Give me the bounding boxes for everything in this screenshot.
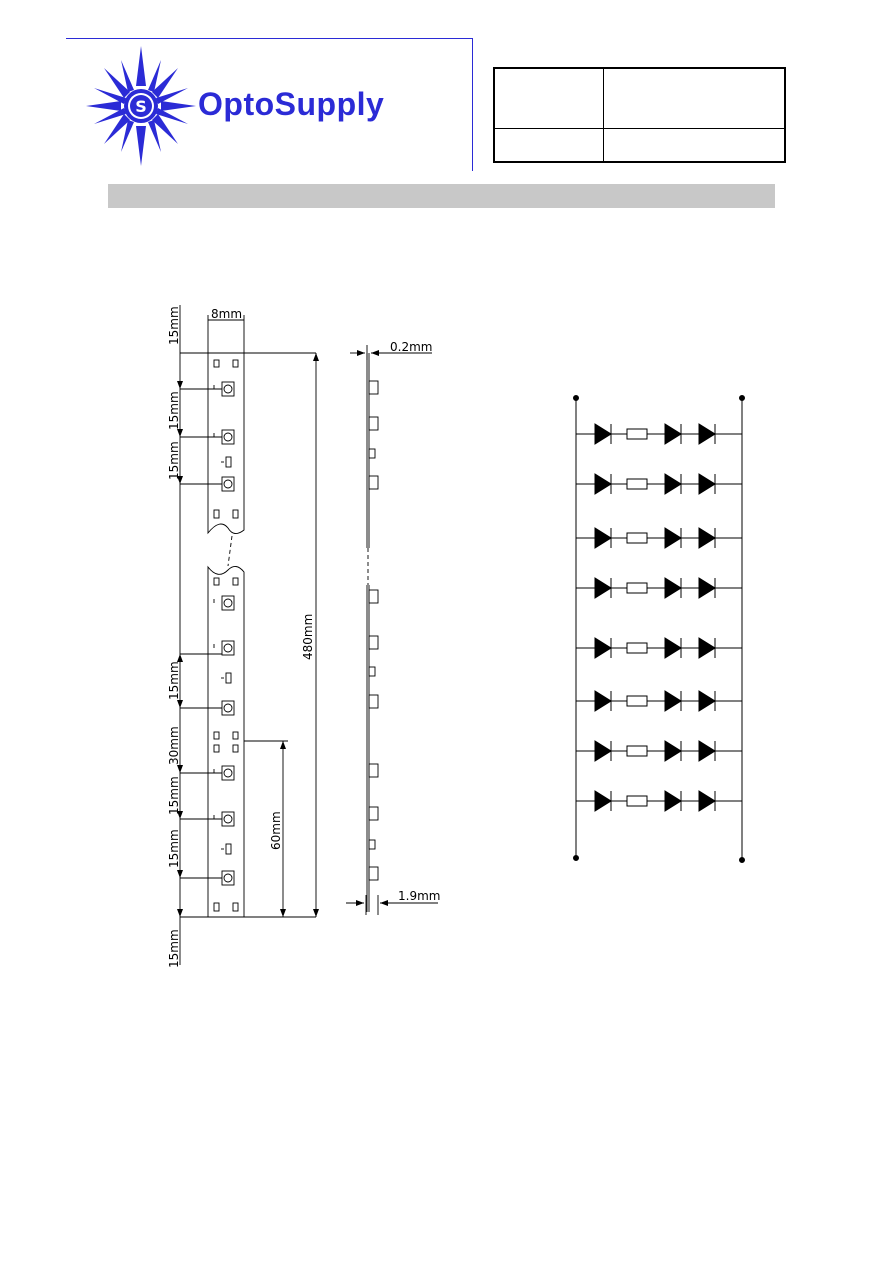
resistor-symbol (627, 479, 647, 489)
circuit-row (576, 740, 742, 762)
circuit-row (576, 577, 742, 599)
resistor-symbol (627, 643, 647, 653)
dim-thickness-top: 0.2mm (390, 340, 433, 354)
dim-pitch-5: 15mm (167, 829, 181, 868)
strip-front-view (208, 353, 244, 917)
logo-letter: S (135, 97, 147, 116)
resistor-symbol (627, 583, 647, 593)
dim-pitch-4: 15mm (167, 776, 181, 815)
circuit-row (576, 637, 742, 659)
led-package (222, 812, 234, 826)
dim-bottom-margin: 15mm (167, 929, 181, 968)
resistor-symbol (627, 429, 647, 439)
led-package (222, 701, 234, 715)
led-package (222, 641, 234, 655)
circuit-row (576, 790, 742, 812)
dim-total-length: 480mm (301, 613, 315, 660)
led-package (222, 477, 234, 491)
dim-pitch-3: 15mm (167, 661, 181, 700)
dim-segment-length: 60mm (269, 811, 283, 850)
led-package (222, 596, 234, 610)
resistor-symbol (627, 696, 647, 706)
strip-side-view (346, 345, 441, 915)
dim-thickness-bottom: 1.9mm (398, 889, 441, 903)
led-package (222, 766, 234, 780)
dim-top-margin: 15mm (167, 306, 181, 345)
resistor-symbol (627, 746, 647, 756)
resistor-symbol (627, 796, 647, 806)
dim-gap: 30mm (167, 726, 181, 765)
brand-name: OptoSupply (198, 86, 385, 122)
dim-pitch-1: 15mm (167, 391, 181, 430)
led-package (222, 382, 234, 396)
circuit-row (576, 423, 742, 445)
led-package (222, 871, 234, 885)
circuit-row (576, 473, 742, 495)
led-package (222, 430, 234, 444)
dim-pitch-2: 15mm (167, 441, 181, 480)
circuit-row (576, 527, 742, 549)
resistor-symbol (627, 533, 647, 543)
dim-strip-width: 8mm (211, 307, 243, 321)
circuit-row (576, 690, 742, 712)
circuit-schematic (574, 396, 745, 863)
